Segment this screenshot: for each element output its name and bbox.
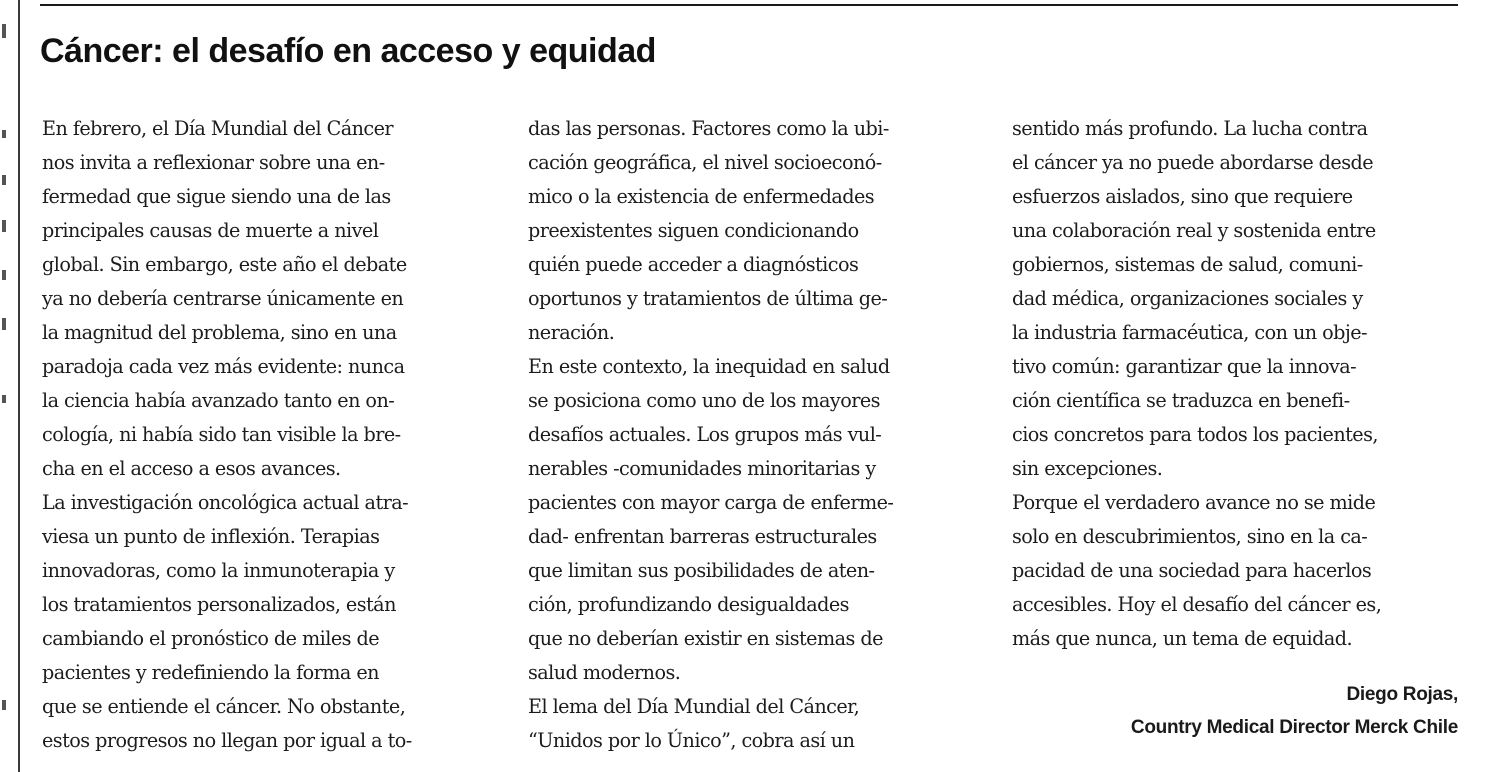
text-line: viesa un punto de inflexión. Terapias	[42, 525, 380, 548]
text-line: la ciencia había avanzado tanto en on-	[42, 389, 395, 412]
text-line: paradoja cada vez más evidente: nunca	[42, 355, 405, 378]
text-line: que limitan sus posibilidades de aten-	[528, 559, 875, 582]
text-line: sin excepciones.	[1012, 457, 1163, 480]
text-line: El lema del Día Mundial del Cáncer,	[528, 695, 860, 718]
article-column-2	[528, 112, 978, 758]
text-line: dad- enfrentan barreras estructurales	[528, 525, 877, 548]
top-rule	[40, 4, 1458, 6]
text-line: los tratamientos personalizados, están	[42, 593, 396, 616]
text-line: pacientes y redefiniendo la forma en	[42, 661, 379, 684]
page-edge-marks	[0, 0, 10, 772]
text-line: La investigación oncológica actual atra-	[42, 491, 409, 514]
text-line: salud modernos.	[528, 661, 681, 684]
text-line: En este contexto, la inequidad en salud	[528, 355, 890, 378]
author-name: Diego Rojas,	[1346, 684, 1458, 705]
text-line: En febrero, el Día Mundial del Cáncer	[42, 117, 394, 140]
text-line: más que nunca, un tema de equidad.	[1012, 627, 1353, 650]
text-line: principales causas de muerte a nivel	[42, 219, 379, 242]
text-line: que se entiende el cáncer. No obstante,	[42, 695, 406, 718]
text-line: desafíos actuales. Los grupos más vul-	[528, 423, 882, 446]
text-line: nos invita a reflexionar sobre una en-	[42, 151, 385, 174]
author-role: Country Medical Director Merck Chile	[1130, 717, 1458, 738]
text-line: una colaboración real y sostenida entre	[1012, 219, 1376, 242]
text-line: cología, ni había sido tan visible la bre-	[42, 423, 401, 446]
text-line: estos progresos no llegan por igual a to-	[42, 729, 412, 752]
text-line: das las personas. Factores como la ubi-	[528, 117, 889, 140]
text-line: esfuerzos aislados, sino que requiere	[1012, 185, 1353, 208]
text-line: Porque el verdadero avance no se mide	[1012, 491, 1376, 514]
text-line: ción, profundizando desigualdades	[528, 593, 849, 616]
text-line: cambiando el pronóstico de miles de	[42, 627, 380, 650]
text-line: el cáncer ya no puede abordarse desde	[1012, 151, 1374, 174]
text-line: oportunos y tratamientos de última ge-	[528, 287, 888, 310]
text-line: quién puede acceder a diagnósticos	[528, 253, 859, 276]
text-line: fermedad que sigue siendo una de las	[42, 185, 391, 208]
text-line: se posiciona como uno de los mayores	[528, 389, 880, 412]
text-line: preexistentes siguen condicionando	[528, 219, 859, 242]
text-line: cios concretos para todos los pacientes,	[1012, 423, 1378, 446]
text-line: accesibles. Hoy el desafío del cáncer es,	[1012, 593, 1382, 616]
text-line: pacientes con mayor carga de enferme-	[528, 491, 894, 514]
article-column-1	[42, 112, 492, 758]
article-headline: Cáncer: el desafío en acceso y equidad	[40, 32, 656, 70]
author-signature	[1131, 678, 1458, 744]
text-line: ya no debería centrarse únicamente en	[42, 287, 404, 310]
text-line: la magnitud del problema, sino en una	[42, 321, 397, 344]
text-line: sentido más profundo. La lucha contra	[1012, 117, 1368, 140]
text-line: tivo común: garantizar que la innova-	[1012, 355, 1357, 378]
text-line: pacidad de una sociedad para hacerlos	[1012, 559, 1372, 582]
left-column-rule	[18, 0, 20, 772]
text-line: cha en el acceso a esos avances.	[42, 457, 341, 480]
text-line: neración.	[528, 321, 615, 344]
text-line: que no deberían existir en sistemas de	[528, 627, 883, 650]
text-line: dad médica, organizaciones sociales y	[1012, 287, 1363, 310]
text-line: innovadoras, como la inmunoterapia y	[42, 559, 395, 582]
text-line: solo en descubrimientos, sino en la ca-	[1012, 525, 1368, 548]
text-line: global. Sin embargo, este año el debate	[42, 253, 407, 276]
text-line: nerables -comunidades minoritarias y	[528, 457, 876, 480]
text-line: mico o la existencia de enfermedades	[528, 185, 875, 208]
text-line: la industria farmacéutica, con un obje-	[1012, 321, 1367, 344]
article-column-3	[1012, 112, 1462, 656]
text-line: gobiernos, sistemas de salud, comuni-	[1012, 253, 1363, 276]
text-line: cación geográfica, el nivel socioeconó-	[528, 151, 882, 174]
text-line: ción científica se traduzca en benefi-	[1012, 389, 1350, 412]
text-line: “Unidos por lo Único”, cobra así un	[528, 729, 855, 752]
